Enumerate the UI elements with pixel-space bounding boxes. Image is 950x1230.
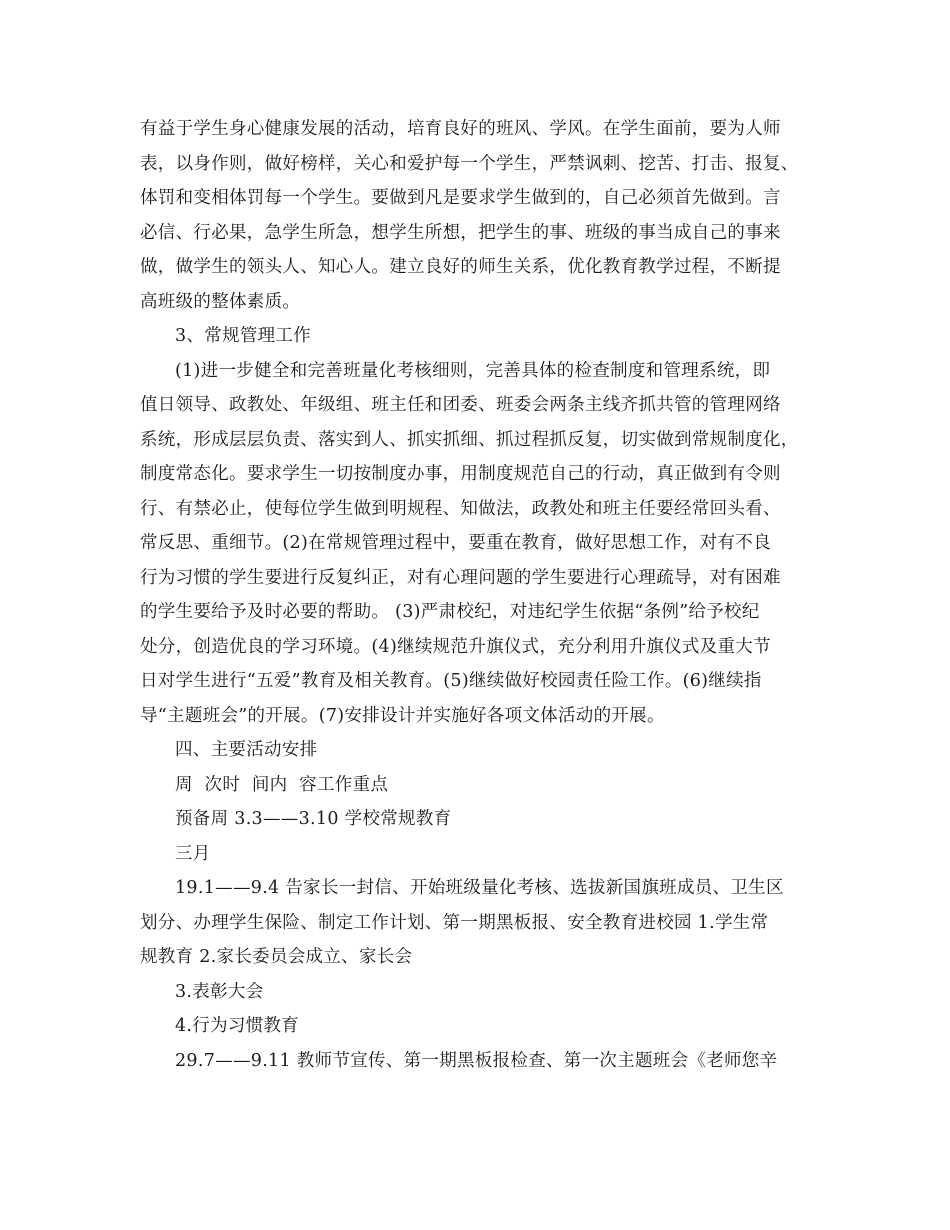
text-line: 高班级的整体素质。 <box>140 291 301 312</box>
text-line: 日对学生进行“五爱”教育及相关教育。(5)继续做好校园责任险工作。(6)继续指 <box>140 671 762 691</box>
text-line: 必信、行必果，急学生所急，想学生所想，把学生的事、班级的事当成自己的事来 <box>140 222 781 243</box>
heading-text: 四、主要活动安排 <box>175 740 318 760</box>
text-line: 有益于学生身心健康发展的活动，培育良好的班风、学风。在学生面前，要为人师 <box>140 119 781 139</box>
schedule-item-3 <box>140 975 830 1010</box>
schedule-prep-week <box>140 802 830 837</box>
text-line: 值日领导、政教处、年级组、班主任和团委、班委会两条主线齐抓共管的管理网络 <box>140 395 781 415</box>
text-line: 体罚和变相体罚每一个学生。要做到凡是要求学生做到的，自己必须首先做到。言 <box>140 188 781 208</box>
text-line: 制度常态化。要求学生一切按制度办事，用制度规范自己的行动，真正做到有令则 <box>140 464 781 484</box>
heading-text: 3、常规管理工作 <box>175 326 312 346</box>
text-line: 的学生要给予及时必要的帮助。 (3)严肃校纪，对违纪学生依据“条例”给予校纪 <box>140 602 760 622</box>
text-line: 规教育 2.家长委员会成立、家长会 <box>140 947 413 967</box>
text-line: 29.7——9.11 教师节宣传、第一期黑板报检查、第一次主题班会《老师您辛 <box>175 1050 778 1071</box>
text-line: 划分、办理学生保险、制定工作计划、第一期黑板报、安全教育进校园 1.学生常 <box>140 912 769 933</box>
text-line: 常反思、重细节。(2)在常规管理过程中，要重在教育，做好思想工作，对有不良 <box>140 533 771 553</box>
text-line: 表，以身作则，做好榜样，关心和爱护每一个学生，严禁讽刺、挖苦、打击、报复、 <box>140 153 799 174</box>
section-heading-activity-schedule <box>140 733 830 768</box>
schedule-week-2 <box>140 1044 830 1079</box>
text-line: 系统，形成层层负责、落实到人、抓实抓细、抓过程抓反复，切实做到常规制度化， <box>140 429 799 450</box>
schedule-table-header <box>140 768 830 803</box>
text-line: 做，做学生的领头人、知心人。建立良好的师生关系，优化教育教学过程，不断提 <box>140 257 781 277</box>
text-line: 导“主题班会”的开展。(7)安排设计并实施好各项文体活动的开展。 <box>140 705 665 726</box>
item-text: 4.行为习惯教育 <box>175 1016 300 1036</box>
paragraph-class-atmosphere <box>140 112 830 319</box>
month-text: 三月 <box>175 843 211 864</box>
schedule-item-4 <box>140 1009 830 1044</box>
item-text: 3.表彰大会 <box>175 981 264 1002</box>
text-line: 行为习惯的学生要进行反复纠正，对有心理问题的学生要进行心理疏导，对有困难 <box>140 567 781 588</box>
section-heading-routine-management <box>140 319 830 354</box>
prep-week-text: 预备周 3.3——3.10 学校常规教育 <box>175 809 452 829</box>
table-header-text: 周 次时 间内 容工作重点 <box>175 774 389 795</box>
text-line: 处分，创造优良的学习环境。(4)继续规范升旗仪式，充分利用升旗仪式及重大节 <box>140 636 771 657</box>
document-body <box>140 112 830 1078</box>
text-line: 19.1——9.4 告家长一封信、开始班级量化考核、选拔新国旗班成员、卫生区 <box>175 878 784 898</box>
text-line: 行、有禁必止，使每位学生做到明规程、知做法，政教处和班主任要经常回头看、 <box>140 498 781 519</box>
schedule-week-1 <box>140 871 830 975</box>
paragraph-routine-management <box>140 354 830 734</box>
schedule-month <box>140 837 830 872</box>
text-line: (1)进一步健全和完善班量化考核细则，完善具体的检查制度和管理系统，即 <box>175 360 771 381</box>
